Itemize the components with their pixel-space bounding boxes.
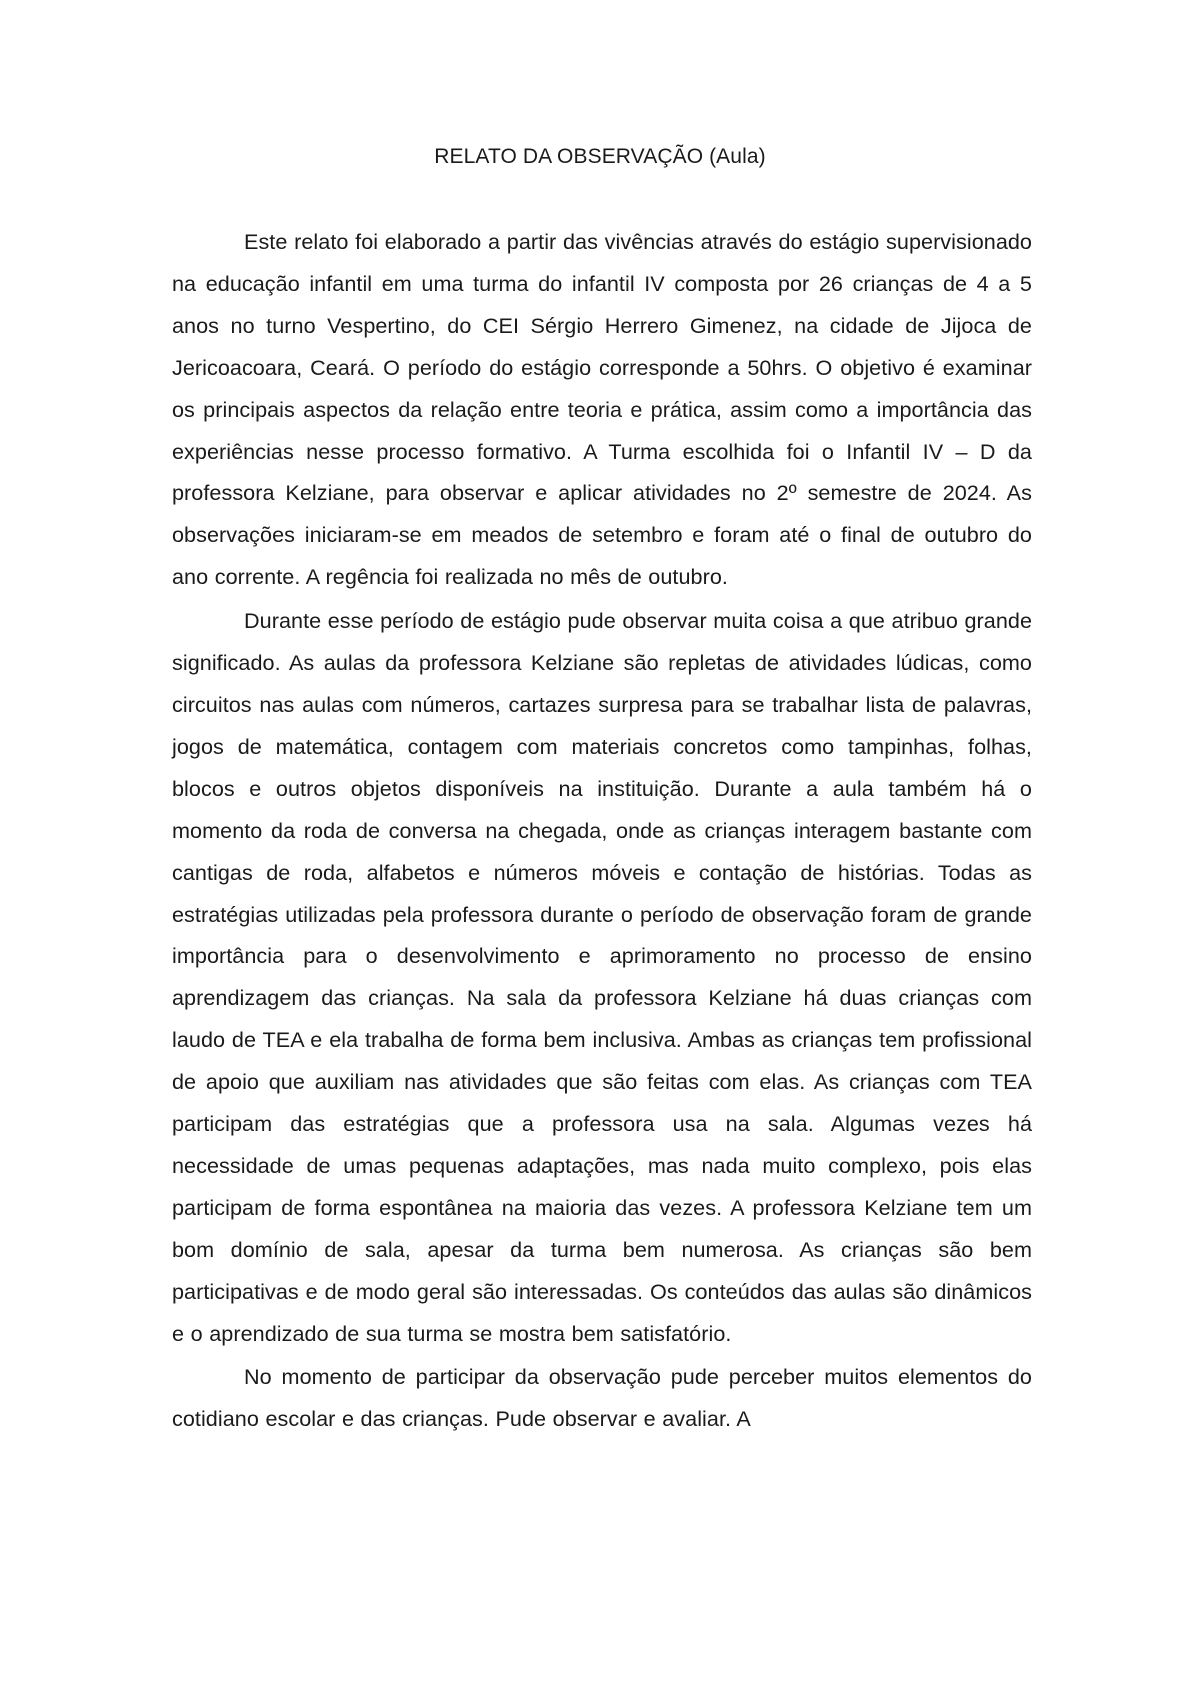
document-body (172, 221, 1032, 1442)
paragraph-1: Este relato foi elaborado a partir das vivências através do estágio supervisionado na educação infantil em uma turma do infantil IV composta por 26 crianças de 4 a 5 anos no turno Vespertino, do CEI Sérgio Herrero Gimenez, na cidade de Jijoca de Jericoacoara, Ceará. O período do estágio corresponde a 50hrs. O objetivo é examinar os principais aspectos da relação entre teoria e prática, assim como a importância das experiências nesse processo formativo. A Turma escolhida foi o Infantil IV – D da professora Kelziane, para observar e aplicar atividades no 2º semestre de 2024. As observações iniciaram-se em meados de setembro e foram até o final de outubro do ano corrente. A regência foi realizada no mês de outubro. (172, 229, 1032, 590)
paragraph-2: Durante esse período de estágio pude observar muita coisa a que atribuo grande significado. As aulas da professora Kelziane são repletas de atividades lúdicas, como circuitos nas aulas com números, cartazes surpresa para se trabalhar lista de palavras, jogos de matemática, contagem com materiais concretos como tampinhas, folhas, blocos e outros objetos disponíveis na instituição. Durante a aula também há o momento da roda de conversa na chegada, onde as crianças interagem bastante com cantigas de roda, alfabetos e números móveis e contação de histórias. Todas as estratégias utilizadas pela professora durante o período de observação foram de grande importância para o desenvolvimento e aprimoramento no processo de ensino aprendizagem das crianças. Na sala da professora Kelziane há duas crianças com laudo de TEA e ela trabalha de forma bem inclusiva. Ambas as crianças tem profissional de apoio que auxiliam nas atividades que são feitas com elas. As crianças com TEA participam das estratégias que a professora usa na sala. Algumas vezes há necessidade de umas pequenas adaptações, mas nada muito complexo, pois elas participam de forma espontânea na maioria das vezes. A professora Kelziane tem um bom domínio de sala, apesar da turma bem numerosa. As crianças são bem participativas e de modo geral são interessadas. Os conteúdos das aulas são dinâmicos e o aprendizado de sua turma se mostra bem satisfatório. (172, 608, 1032, 1346)
paragraph-3: No momento de participar da observação pude perceber muitos elementos do cotidiano escolar e das crianças. Pude observar e avaliar. A (172, 1364, 1032, 1432)
document-title: RELATO DA OBSERVAÇÃO (Aula) (434, 145, 766, 168)
